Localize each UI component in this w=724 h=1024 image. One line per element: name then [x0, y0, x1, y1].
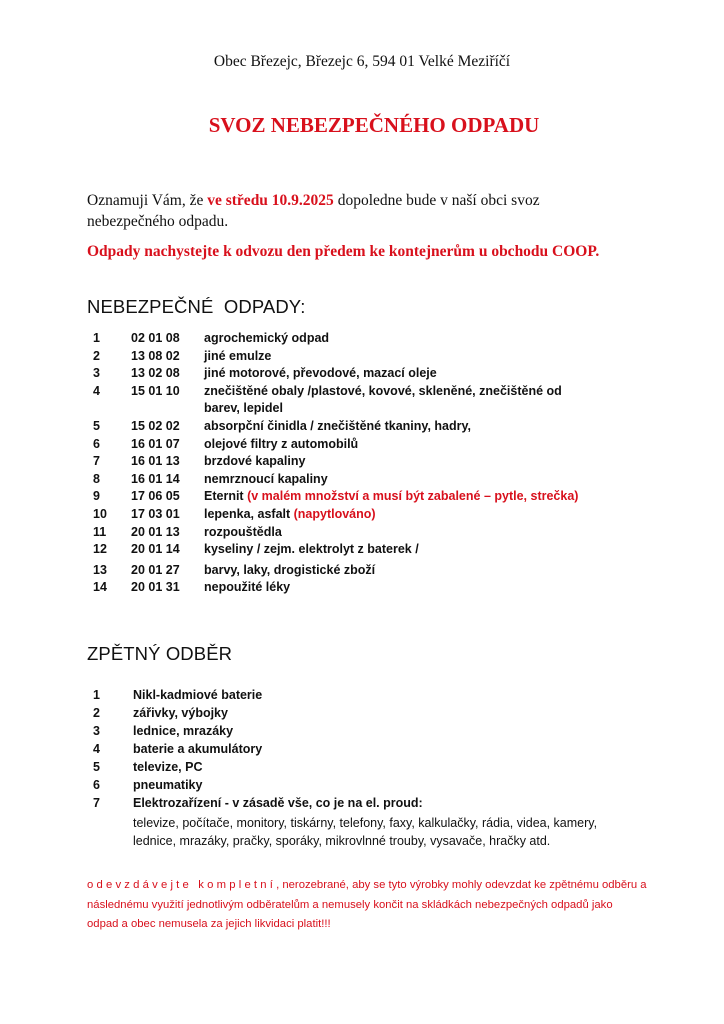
takeback-list: [93, 686, 643, 850]
waste-name: lepenka, asfalt: [204, 506, 294, 521]
hazardous-waste-row: [93, 365, 584, 383]
waste-name: jiné emulze: [204, 348, 272, 363]
takeback-description: Elektrozařízení - v zásadě vše, co je na el. proud:: [133, 796, 423, 810]
waste-code: 17 06 05: [131, 489, 180, 504]
hazardous-waste-row: [93, 562, 584, 580]
waste-name: nepoužité léky: [204, 580, 291, 595]
item-number: 11: [93, 524, 107, 539]
item-number: 9: [93, 489, 100, 504]
waste-description: [204, 562, 584, 580]
waste-name: znečištěné obaly /plastové, kovové, skleněné, znečištěné od barev, lepidel: [204, 383, 566, 416]
item-number: 2: [93, 706, 100, 720]
waste-name: kyseliny / zejm. elektrolyt z baterek /: [204, 542, 419, 557]
waste-note: (v malém množství a musí být zabalené – pytle, strečka): [247, 489, 579, 504]
waste-description: [204, 383, 584, 418]
waste-code: 15 01 10: [131, 383, 180, 398]
item-number: 13: [93, 562, 107, 577]
waste-code: 13 02 08: [131, 366, 180, 381]
takeback-description: zářivky, výbojky: [133, 706, 228, 720]
waste-name: brzdové kapaliny: [204, 454, 306, 469]
waste-name: barvy, laky, drogistické zboží: [204, 562, 376, 577]
item-number: 7: [93, 454, 100, 469]
takeback-row: [93, 758, 643, 776]
item-number: 10: [93, 506, 107, 521]
item-number: 1: [93, 331, 100, 345]
hazardous-waste-row: [93, 506, 584, 524]
item-number: 5: [93, 418, 100, 433]
waste-note: (napytlováno): [293, 506, 376, 521]
takeback-row: [93, 686, 643, 704]
waste-name: absorpční činidla / znečištěné tkaniny, hadry,: [204, 418, 471, 433]
waste-code: 16 01 14: [131, 471, 180, 486]
takeback-row: [93, 722, 643, 740]
item-number: 4: [93, 383, 100, 398]
collection-date: ve středu 10.9.2025: [207, 192, 334, 209]
takeback-description: televize, PC: [133, 760, 203, 774]
intro-paragraph: [87, 190, 607, 232]
item-number: 5: [93, 760, 100, 774]
takeback-description: Nikl-kadmiové baterie: [133, 688, 263, 702]
waste-description: [204, 524, 584, 542]
item-number: 3: [93, 724, 100, 738]
waste-code: 20 01 14: [131, 542, 180, 557]
item-number: 14: [93, 580, 107, 595]
footer-note: [87, 876, 647, 935]
hazardous-waste-row: [93, 330, 584, 348]
waste-description: [204, 418, 584, 436]
electronics-examples: televize, počítače, monitory, tiskárny, telefony, faxy, kalkulačky, rádia, videa, kamery, lednice, mrazáky, pračky, sporáky, mikrovlnné trouby, vysavače, hračky atd.: [133, 816, 598, 848]
waste-name: Eternit: [204, 489, 248, 504]
item-number: 12: [93, 542, 107, 557]
preparation-notice: Odpady nachystejte k odvozu den předem ke kontejnerům u obchodu COOP.: [87, 243, 600, 260]
waste-code: 16 01 07: [131, 436, 180, 451]
waste-code: 13 08 02: [131, 348, 180, 363]
footer-emphasis: odevzdávejte kompletní: [87, 879, 277, 891]
waste-description: [204, 330, 584, 348]
waste-code: 15 02 02: [131, 418, 180, 433]
takeback-description: baterie a akumulátory: [133, 742, 263, 756]
waste-code: 17 03 01: [131, 506, 180, 521]
hazardous-waste-row: [93, 418, 584, 436]
hazardous-waste-row: [93, 579, 584, 597]
footer-text: , nerozebrané, aby se tyto výrobky mohly odevzdat ke zpětnému odběru a následnému využití jednotlivým odběratelům a nemusely končit na skládkách nebezpečných odpadů jako odpad a obec nemusela za jejich likvidaci platit!!!: [87, 879, 647, 930]
waste-description: [204, 488, 584, 506]
takeback-heading: ZPĚTNÝ ODBĚR: [87, 643, 233, 664]
waste-description: [204, 453, 584, 471]
waste-code: 20 01 27: [131, 562, 180, 577]
waste-name: agrochemický odpad: [204, 331, 330, 345]
intro-text-start: Oznamuji Vám, že: [87, 192, 208, 209]
waste-description: [204, 506, 584, 524]
hazardous-waste-row: [93, 471, 584, 489]
waste-description: [204, 579, 584, 597]
takeback-row: [93, 776, 643, 794]
waste-description: [204, 436, 584, 454]
waste-code: 02 01 08: [131, 331, 180, 345]
waste-code: 16 01 13: [131, 454, 180, 469]
hazardous-waste-row: [93, 383, 584, 418]
hazardous-waste-row: [93, 524, 584, 542]
waste-description: [204, 541, 584, 559]
hazardous-waste-row: [93, 436, 584, 454]
hazardous-waste-row: [93, 488, 584, 506]
item-number: 7: [93, 796, 100, 810]
hazardous-waste-row: [93, 453, 584, 471]
takeback-row: [93, 740, 643, 758]
document-title: SVOZ NEBEZPEČNÉHO ODPADU: [208, 113, 540, 137]
hazardous-waste-list: [93, 330, 584, 597]
waste-name: rozpouštědla: [204, 524, 282, 539]
item-number: 3: [93, 366, 100, 381]
municipality-address: Obec Březejc, Březejc 6, 594 01 Velké Meziříčí: [213, 53, 511, 70]
item-number: 4: [93, 742, 100, 756]
waste-description: [204, 365, 584, 383]
waste-name: olejové filtry z automobilů: [204, 436, 359, 451]
waste-name: nemrznoucí kapaliny: [204, 471, 328, 486]
hazardous-waste-row: [93, 541, 584, 559]
takeback-description: pneumatiky: [133, 778, 203, 792]
waste-description: [204, 348, 584, 366]
item-number: 6: [93, 436, 100, 451]
hazardous-waste-heading: NEBEZPEČNÉ ODPADY:: [87, 296, 306, 317]
takeback-row: [93, 704, 643, 722]
item-number: 8: [93, 471, 100, 486]
hazardous-waste-row: [93, 348, 584, 366]
waste-name: jiné motorové, převodové, mazací oleje: [204, 366, 437, 381]
waste-code: 20 01 31: [131, 580, 180, 595]
item-number: 2: [93, 348, 100, 363]
intro-text-end: dopoledne bude v naší obci svoz nebezpečného odpadu.: [87, 192, 540, 230]
takeback-row: [93, 794, 643, 812]
waste-description: [204, 471, 584, 489]
item-number: 1: [93, 688, 100, 702]
item-number: 6: [93, 778, 100, 792]
takeback-description: lednice, mrazáky: [133, 724, 234, 738]
waste-code: 20 01 13: [131, 524, 180, 539]
